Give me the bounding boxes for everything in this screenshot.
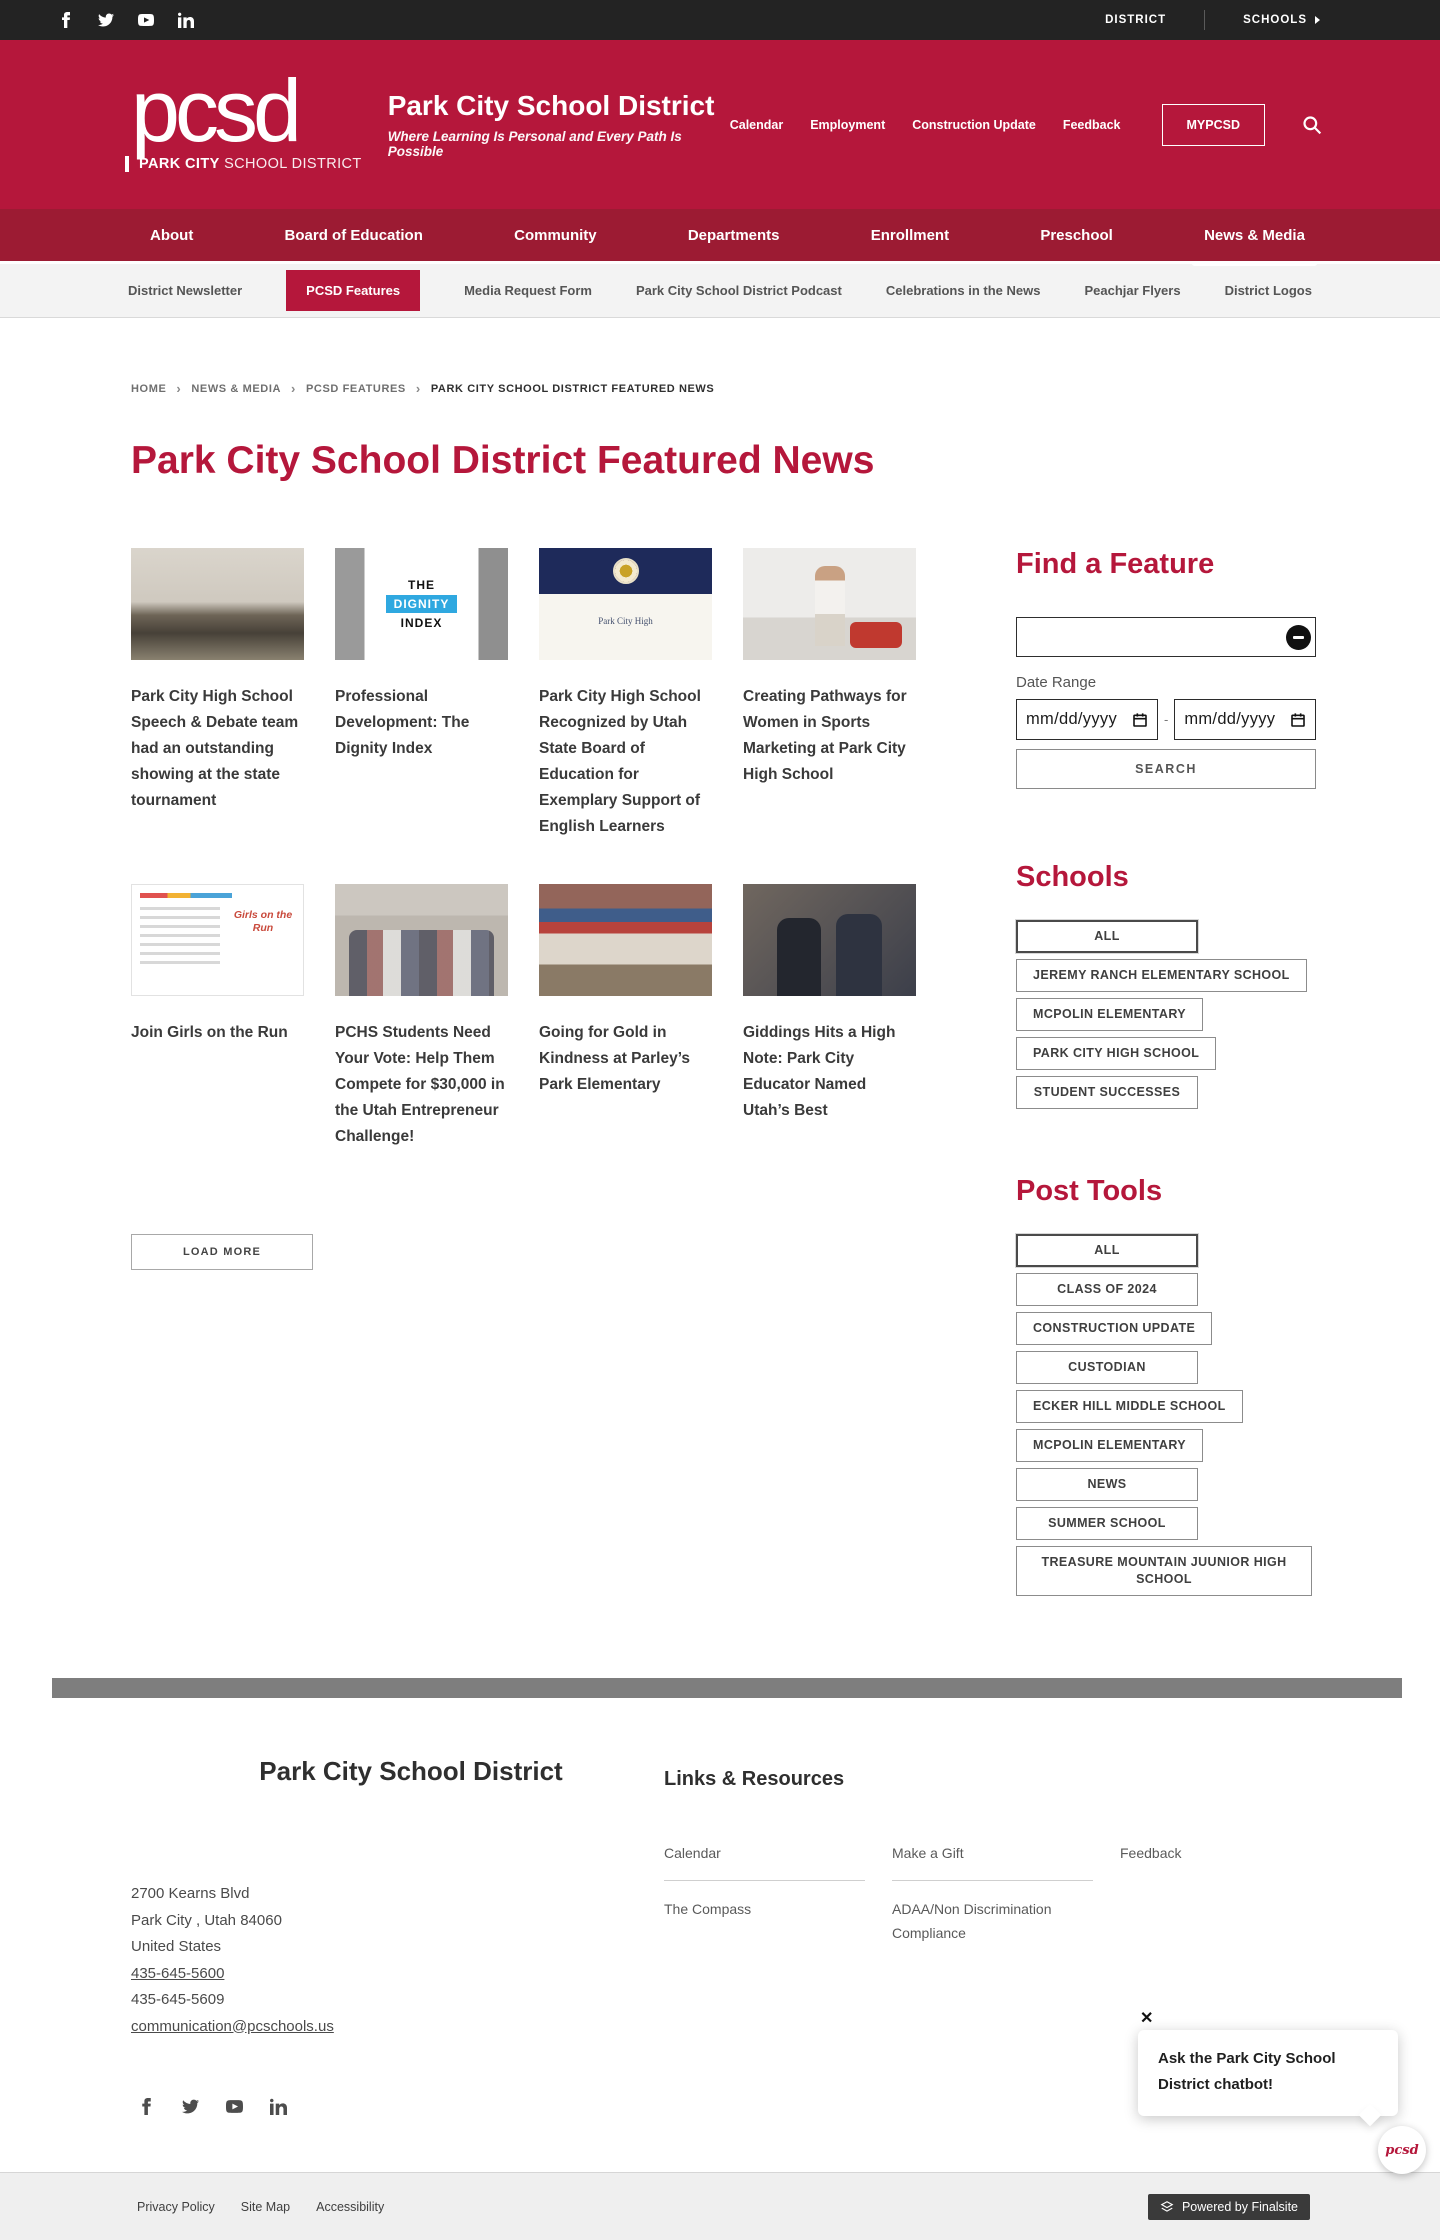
utility-link-calendar[interactable]: Calendar <box>729 117 784 132</box>
chatbot-launcher-button[interactable]: pcsd <box>1378 2126 1426 2174</box>
sub-navigation <box>0 264 1440 318</box>
caret-right-icon <box>1315 16 1320 24</box>
schools-filter-jeremy-ranch[interactable]: JEREMY RANCH ELEMENTARY SCHOOL <box>1016 959 1307 992</box>
news-title[interactable]: Giddings Hits a High Note: Park City Educator Named Utah’s Best <box>743 1024 896 1119</box>
facebook-icon[interactable] <box>138 2098 155 2115</box>
utility-nav <box>730 104 1322 146</box>
accessibility-link[interactable]: Accessibility <box>316 2199 385 2214</box>
linkedin-icon[interactable] <box>270 2098 287 2115</box>
date-start-input[interactable]: mm/dd/yyyy <box>1016 699 1158 740</box>
facebook-icon[interactable] <box>58 12 74 28</box>
certificate-seal-icon <box>613 558 639 584</box>
news-card[interactable] <box>539 548 712 840</box>
district-logo[interactable] <box>125 61 362 172</box>
news-title[interactable]: Park City High School Recognized by Utah State Board of Education for Exemplary Support of English Learners <box>539 688 701 835</box>
news-image-speech-debate-team <box>131 548 304 660</box>
date-range-separator: - <box>1164 712 1169 727</box>
footer-email-link[interactable]: communication@pcschools.us <box>131 2017 334 2035</box>
legal-bar <box>0 2172 1440 2240</box>
chatbot-message: Ask the Park City School District chatbot! <box>1158 2050 1336 2093</box>
topbar-social-links <box>58 12 194 28</box>
news-card[interactable] <box>131 884 304 1046</box>
news-title[interactable]: Creating Pathways for Women in Sports Marketing at Park City High School <box>743 688 907 783</box>
address-line: Park City , Utah 84060 <box>131 1911 282 1929</box>
page-title: Park City School District Featured News <box>131 439 875 482</box>
footer-link-adaa-compliance[interactable]: ADAA/Non Discrimination Compliance <box>892 1897 1120 1945</box>
news-card[interactable] <box>743 884 916 1124</box>
news-image-giddings-award <box>743 884 916 996</box>
breadcrumb-chevron-icon <box>176 381 181 396</box>
footer-link-calendar[interactable]: Calendar <box>664 1841 865 1881</box>
post-tools-filter-treasure-mountain[interactable]: TREASURE MOUNTAIN JUUNIOR HIGH SCHOOL <box>1016 1546 1312 1596</box>
post-tools-filter-ecker-hill[interactable]: ECKER HILL MIDDLE SCHOOL <box>1016 1390 1243 1423</box>
news-title[interactable]: Join Girls on the Run <box>131 1024 288 1041</box>
nav-preschool[interactable]: Preschool <box>1040 209 1113 261</box>
news-image-certificate: Park City High <box>539 548 712 660</box>
calendar-icon[interactable] <box>1290 712 1306 728</box>
utility-link-feedback[interactable]: Feedback <box>1062 117 1121 132</box>
breadcrumb-chevron-icon <box>291 381 296 396</box>
schools-filter-mcpolin[interactable]: MCPOLIN ELEMENTARY <box>1016 998 1203 1031</box>
footer-org-name: Park City School District <box>259 1756 563 1786</box>
feature-search <box>1016 617 1320 657</box>
sidebar-search-button[interactable]: SEARCH <box>1016 749 1316 789</box>
logo-acronym: pcsd <box>131 61 297 161</box>
footer-social-links <box>131 2098 664 2115</box>
subnav-media-request-form[interactable]: Media Request Form <box>464 283 592 298</box>
privacy-policy-link[interactable]: Privacy Policy <box>137 2199 215 2214</box>
footer-link-feedback[interactable]: Feedback <box>1120 1841 1290 1865</box>
date-end-input[interactable]: mm/dd/yyyy <box>1174 699 1316 740</box>
news-grid <box>131 548 917 1150</box>
footer-link-the-compass[interactable]: The Compass <box>664 1897 892 1921</box>
news-card[interactable] <box>335 884 508 1150</box>
subnav-district-logos[interactable]: District Logos <box>1224 283 1312 298</box>
news-card[interactable] <box>743 548 916 788</box>
date-range-label: Date Range <box>1016 674 1097 691</box>
address-line: United States <box>131 1938 222 1955</box>
youtube-icon[interactable] <box>226 2098 243 2115</box>
search-icon[interactable] <box>1302 115 1322 135</box>
post-tools-heading: Post Tools <box>1016 1175 1163 1207</box>
site-tagline: Where Learning Is Personal and Every Path Is Possible <box>387 129 682 160</box>
schools-filter-park-city-high[interactable]: PARK CITY HIGH SCHOOL <box>1016 1037 1216 1070</box>
subnav-podcast[interactable]: Park City School District Podcast <box>635 283 842 298</box>
schools-filter-student-successes[interactable]: STUDENT SUCCESSES <box>1016 1076 1198 1109</box>
footer-phone-link[interactable]: 435-645-5600 <box>131 1964 225 1982</box>
breadcrumb-pcsd-features[interactable]: PCSD FEATURES <box>305 382 406 395</box>
post-tools-filter-custodian[interactable]: CUSTODIAN <box>1016 1351 1198 1384</box>
footer-divider-bar <box>52 1678 1402 1698</box>
post-tools-filter-summer-school[interactable]: SUMMER SCHOOL <box>1016 1507 1198 1540</box>
post-tools-filter-list <box>1016 1234 1320 1596</box>
post-tools-filter-all[interactable]: ALL <box>1016 1234 1198 1267</box>
nav-enrollment[interactable]: Enrollment <box>871 209 949 261</box>
footer-address <box>131 1881 664 2040</box>
page-body <box>0 318 1440 1596</box>
load-more-button[interactable]: LOAD MORE <box>131 1234 313 1270</box>
schools-heading: Schools <box>1016 861 1129 893</box>
breadcrumb-home[interactable]: HOME <box>131 382 167 395</box>
mypcsd-button[interactable]: MYPCSD <box>1162 104 1265 146</box>
news-card[interactable] <box>539 884 712 1098</box>
chatbot-close-icon[interactable]: ✕ <box>1140 2010 1154 2027</box>
subnav-pcsd-features[interactable]: PCSD Features <box>286 270 420 311</box>
logo-wordmark: PARK CITY SCHOOL DISTRICT <box>125 156 362 172</box>
footer-link-make-a-gift[interactable]: Make a Gift <box>892 1841 1093 1881</box>
site-map-link[interactable]: Site Map <box>240 2199 291 2214</box>
utility-link-construction-update[interactable]: Construction Update <box>912 117 1036 132</box>
nav-board-of-education[interactable]: Board of Education <box>285 209 423 261</box>
post-tools-filter-news[interactable]: NEWS <box>1016 1468 1198 1501</box>
chatbot-popup <box>1138 2010 1398 2116</box>
news-image-sports-marketing <box>743 548 916 660</box>
schools-filter-all[interactable]: ALL <box>1016 920 1198 953</box>
news-card[interactable] <box>335 548 508 762</box>
sidebar <box>1016 548 1320 1596</box>
find-a-feature-heading: Find a Feature <box>1016 548 1215 580</box>
address-line: 2700 Kearns Blvd <box>131 1885 250 1902</box>
schools-filter-list <box>1016 920 1320 1109</box>
nav-about[interactable]: About <box>150 209 193 261</box>
post-tools-filter-class-of-2024[interactable]: CLASS OF 2024 <box>1016 1273 1198 1306</box>
date-range-row <box>1016 699 1320 740</box>
site-title: Park City School District <box>387 89 715 121</box>
breadcrumb-chevron-icon <box>416 381 421 396</box>
news-image-girls-on-the-run-flyer: Girls on the Run <box>131 884 304 996</box>
news-title[interactable]: PCHS Students Need Your Vote: Help Them Compete for $30,000 in the Utah Entrepreneur Challenge! <box>335 1024 505 1145</box>
feature-search-go-icon[interactable] <box>1286 625 1311 650</box>
linkedin-icon[interactable] <box>178 12 194 28</box>
breadcrumb <box>131 381 1440 396</box>
nav-departments[interactable]: Departments <box>688 209 780 261</box>
twitter-icon[interactable] <box>98 12 114 28</box>
certificate-band <box>539 548 712 594</box>
news-title[interactable]: Park City High School Speech & Debate team had an outstanding showing at the state tournament <box>131 688 299 809</box>
breadcrumb-current: PARK CITY SCHOOL DISTRICT FEATURED NEWS <box>430 382 715 395</box>
news-title[interactable]: Professional Development: The Dignity Index <box>335 688 470 757</box>
subnav-district-newsletter[interactable]: District Newsletter <box>128 283 243 298</box>
subnav-peachjar-flyers[interactable]: Peachjar Flyers <box>1084 283 1181 298</box>
utility-link-employment[interactable]: Employment <box>810 117 886 132</box>
schools-dropdown[interactable]: SCHOOLS <box>1243 14 1320 26</box>
subnav-celebrations[interactable]: Celebrations in the News <box>885 283 1041 298</box>
news-card[interactable] <box>131 548 304 814</box>
footer-contact <box>131 1756 664 2115</box>
youtube-icon[interactable] <box>138 12 154 28</box>
nav-community[interactable]: Community <box>514 209 597 261</box>
masthead <box>0 40 1440 209</box>
breadcrumb-news-media[interactable]: NEWS & MEDIA <box>191 382 282 395</box>
finalsite-icon <box>1160 2200 1174 2214</box>
district-link[interactable]: DISTRICT <box>1105 14 1167 26</box>
powered-by-finalsite-badge[interactable]: Powered by Finalsite <box>1148 2194 1310 2220</box>
twitter-icon[interactable] <box>182 2098 199 2115</box>
news-image-pchs-students <box>335 884 508 996</box>
post-tools-filter-construction-update[interactable]: CONSTRUCTION UPDATE <box>1016 1312 1212 1345</box>
news-column <box>131 548 917 1596</box>
news-image-dignity-index: THE DIGNITY INDEX <box>335 548 508 660</box>
news-title[interactable]: Going for Gold in Kindness at Parley’s Park Elementary <box>539 1024 691 1093</box>
nav-news-media[interactable]: News & Media <box>1204 209 1305 261</box>
footer-fax: 435-645-5609 <box>131 1991 225 2008</box>
calendar-icon[interactable] <box>1132 712 1148 728</box>
top-utility-bar <box>0 0 1440 40</box>
post-tools-filter-mcpolin[interactable]: MCPOLIN ELEMENTARY <box>1016 1429 1203 1462</box>
news-image-parleys-park <box>539 884 712 996</box>
masthead-titles <box>388 90 730 159</box>
feature-search-input[interactable] <box>1016 617 1316 657</box>
topbar-divider <box>1204 10 1205 30</box>
main-navigation <box>0 209 1440 264</box>
links-resources-heading: Links & Resources <box>664 1768 845 1790</box>
